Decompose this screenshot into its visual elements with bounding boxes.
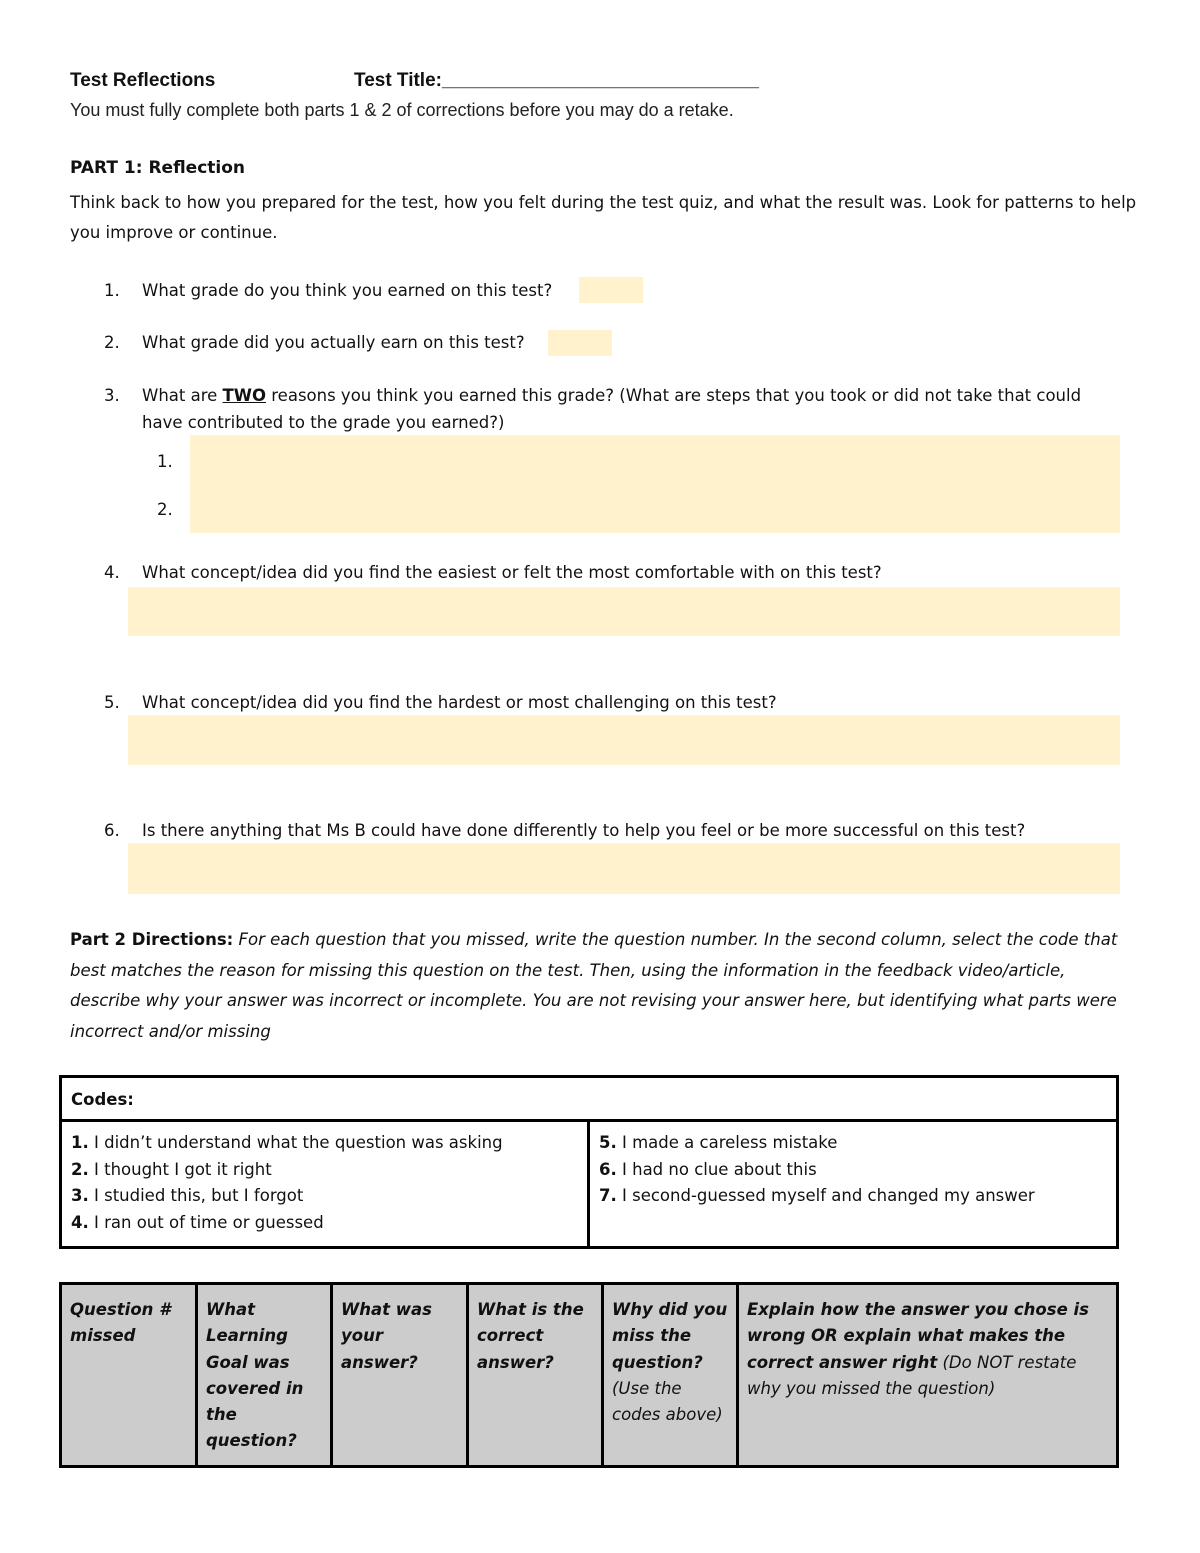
codes-right-list bbox=[589, 1121, 1118, 1248]
header-correct-answer: What is the correct answer? bbox=[468, 1284, 603, 1467]
emphasis-two: TWO bbox=[222, 386, 267, 405]
code-item: 3. I studied this, but I forgot bbox=[71, 1186, 304, 1205]
question-text-line2: have contributed to the grade you earned?) bbox=[142, 413, 505, 432]
header-why-missed: Why did you miss the question? (Use the codes above) bbox=[603, 1284, 738, 1467]
part1-description: Think back to how you prepared for the test, how you felt during the test quiz, and what the result was. Look for patterns to help you improve or continue. bbox=[70, 193, 1137, 242]
code-item: 1. I didn’t understand what the question was asking bbox=[71, 1133, 503, 1152]
header-question-missed: Question # missed bbox=[61, 1284, 197, 1467]
part2-directions bbox=[70, 925, 1140, 1047]
codes-table bbox=[59, 1075, 1119, 1249]
answer-box-q6[interactable] bbox=[128, 843, 1120, 894]
explain-note: (Do NOT restate why you missed the question) bbox=[747, 1352, 1077, 1398]
part2-text: For each question that you missed, write the question number. In the second column, select the code that best matches the reason for missing this question on the test. Then, using the information in the feedback video/article, describe why your answer was incorrect or incomplete. You are not revising your answer here, but identifying what parts were incorrect and/or missing bbox=[70, 930, 1118, 1041]
code-item: 7. I second-guessed myself and changed my answer bbox=[599, 1186, 1035, 1205]
question-number: 6. bbox=[104, 821, 120, 840]
page-title: Test Reflections bbox=[70, 70, 216, 91]
answer-box-q4[interactable] bbox=[128, 587, 1120, 636]
question-number: 4. bbox=[104, 563, 120, 582]
codes-left-list bbox=[61, 1121, 589, 1248]
reason-number: 1. bbox=[157, 452, 173, 471]
question-3: 3. What are TWO reasons you think you earned this grade? (What are steps that you took or did not take that could have contributed to the grade you earned?) bbox=[104, 386, 1082, 432]
question-text: Is there anything that Ms B could have done differently to help you feel or be more successful on this test? bbox=[142, 821, 1026, 840]
part2-label: Part 2 Directions: bbox=[70, 930, 234, 949]
code-item: 6. I had no clue about this bbox=[599, 1159, 817, 1179]
header-explain: Explain how the answer you chose is wrong OR explain what makes the correct answer right (Do NOT restate why you missed the question) bbox=[738, 1284, 1118, 1467]
retake-instructions: You must fully complete both parts 1 & 2 of corrections before you may do a retake. bbox=[70, 100, 734, 120]
code-item: 4. I ran out of time or guessed bbox=[71, 1212, 324, 1232]
question-text: What concept/idea did you find the easiest or felt the most comfortable with on this test? bbox=[142, 563, 882, 582]
header-your-answer: What was your answer? bbox=[332, 1284, 468, 1467]
corrections-table bbox=[59, 1282, 1119, 1468]
code-item: 2. I thought I got it right bbox=[71, 1159, 272, 1179]
question-number: 2. bbox=[104, 333, 120, 352]
question-text: What concept/idea did you find the hardest or most challenging on this test? bbox=[142, 693, 777, 712]
question-text: What grade did you actually earn on this test? bbox=[142, 333, 525, 352]
question-number: 3. bbox=[104, 386, 120, 405]
answer-box-q1[interactable] bbox=[579, 277, 643, 303]
question-4 bbox=[0, 563, 1200, 589]
code-item: 5. I made a careless mistake bbox=[599, 1133, 838, 1152]
codes-title: Codes: bbox=[61, 1077, 1118, 1121]
header-learning-goal: What Learning Goal was covered in the question? bbox=[197, 1284, 332, 1467]
question-number: 5. bbox=[104, 693, 120, 712]
why-note: (Use the codes above) bbox=[612, 1378, 723, 1425]
part1-heading: PART 1: Reflection bbox=[70, 158, 246, 178]
answer-box-q5[interactable] bbox=[128, 715, 1120, 765]
page-header bbox=[70, 70, 759, 92]
test-title-field[interactable]: Test Title:______________________________ bbox=[354, 70, 759, 91]
answer-box-q2[interactable] bbox=[548, 330, 612, 356]
reason-number: 2. bbox=[157, 500, 173, 519]
question-number: 1. bbox=[104, 281, 120, 300]
question-text: What grade do you think you earned on this test? bbox=[142, 281, 553, 300]
answer-box-q3[interactable] bbox=[190, 435, 1120, 533]
